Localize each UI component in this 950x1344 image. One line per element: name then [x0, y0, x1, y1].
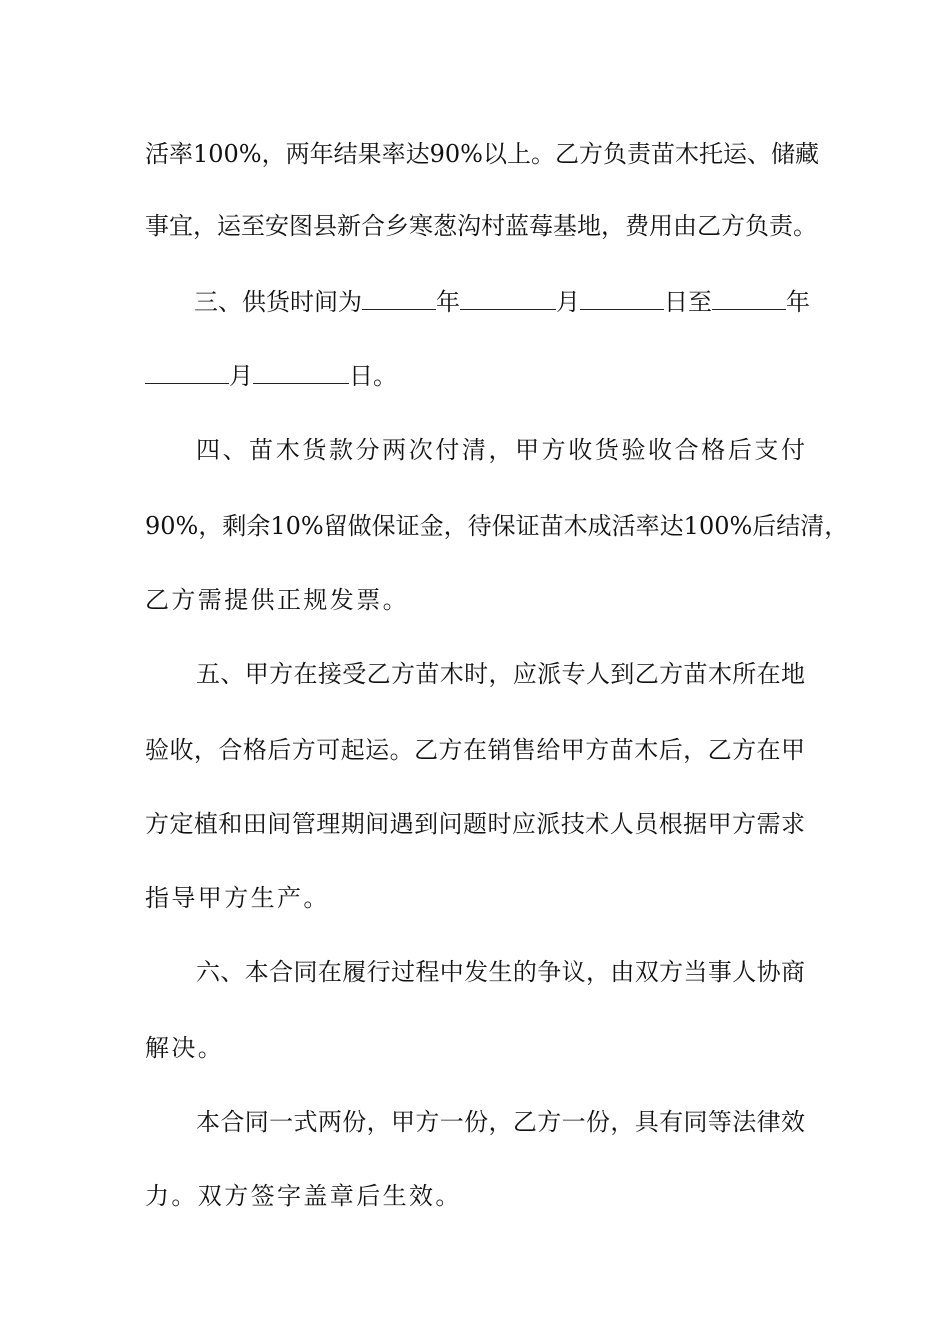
paragraph-line: 验收，合格后方可起运。乙方在销售给甲方苗木后，乙方在甲: [145, 736, 805, 764]
supply-day-to-label: 日至: [664, 288, 712, 316]
supply-time-line: [194, 286, 810, 318]
paragraph-line: 方定植和田间管理期间遇到问题时应派技术人员根据甲方需求: [145, 810, 805, 838]
paragraph-line: 90%，剩余10%留做保证金，待保证苗木成活率达100%后结清，: [145, 512, 849, 540]
paragraph-line: 乙方需提供正规发票。: [145, 586, 409, 614]
paragraph-line: 本合同一式两份，甲方一份，乙方一份，具有同等法律效: [196, 1108, 805, 1136]
blank-field: [580, 287, 664, 310]
supply-time-prefix: 三、供货时间为: [194, 288, 362, 316]
blank-field: [712, 287, 786, 310]
supply-month2-label: 月: [229, 362, 253, 390]
paragraph-line: 四、苗木货款分两次付清，甲方收货验收合格后支付: [196, 436, 805, 464]
paragraph-line: 指导甲方生产。: [145, 884, 330, 912]
paragraph-line: 解决。: [145, 1034, 225, 1062]
supply-year2-label: 年: [786, 288, 810, 316]
paragraph-line: 五、甲方在接受乙方苗木时，应派专人到乙方苗木所在地: [196, 660, 805, 688]
blank-field: [253, 361, 349, 384]
supply-month-label: 月: [556, 288, 580, 316]
supply-year-label: 年: [436, 288, 460, 316]
paragraph-line: 力。双方签字盖章后生效。: [145, 1182, 462, 1210]
paragraph-line: 六、本合同在履行过程中发生的争议，由双方当事人协商: [196, 958, 805, 986]
blank-field: [145, 361, 229, 384]
supply-day-end-label: 日。: [349, 362, 397, 390]
supply-time-line-continued: [145, 360, 397, 392]
blank-field: [460, 287, 556, 310]
paragraph-line: 活率100%，两年结果率达90%以上。乙方负责苗木托运、储藏: [145, 140, 819, 168]
paragraph-line: 事宜，运至安图县新合乡寒葱沟村蓝莓基地，费用由乙方负责。: [145, 212, 817, 240]
blank-field: [362, 287, 436, 310]
